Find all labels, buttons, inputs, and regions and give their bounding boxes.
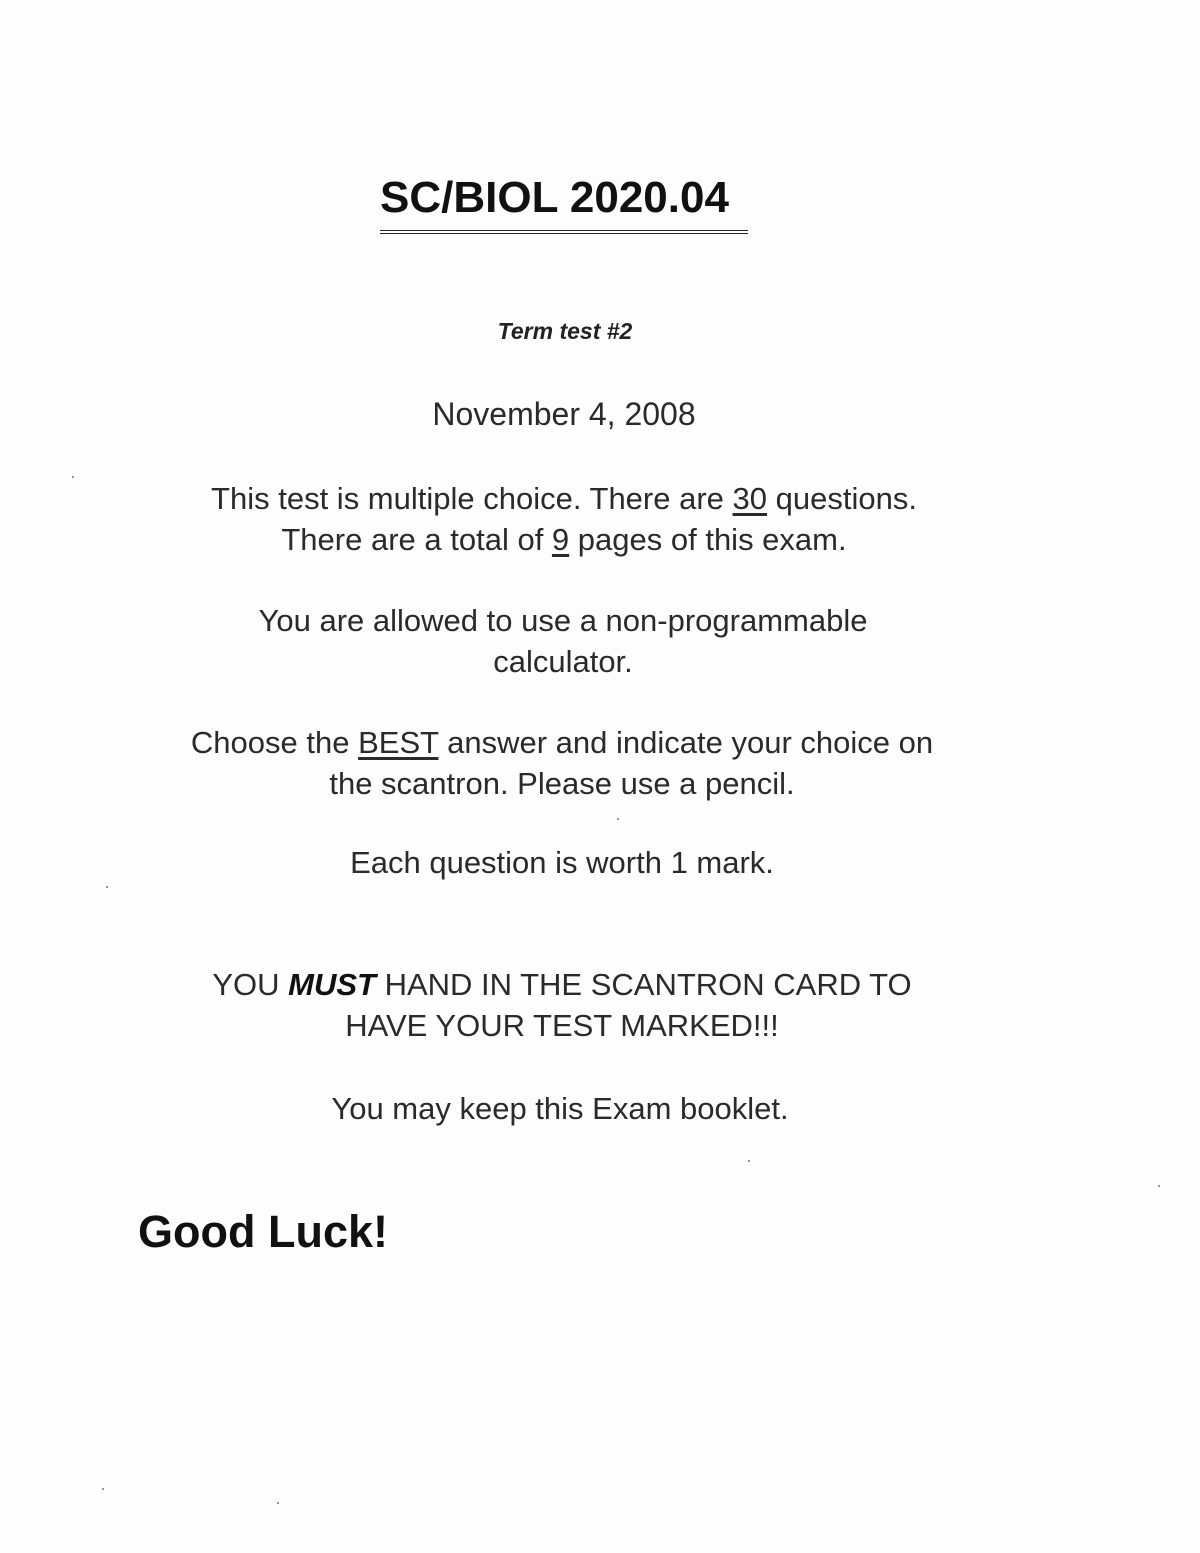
good-luck-closing: Good Luck! [138,1206,388,1257]
must-emphasis: MUST [288,967,376,1002]
answer-instructions-line-1: Choose the BEST answer and indicate your choice on [190,725,934,760]
question-count-value: 30 [732,481,768,516]
booklet-line: You may keep this Exam booklet. [331,1091,789,1126]
calculator-paragraph [0,600,1126,682]
mark-value-line: Each question is worth 1 mark. [350,845,774,880]
course-title: SC/BIOL 2020.04 [380,172,748,234]
calculator-line-2: calculator. [493,644,633,679]
scan-speck [72,476,74,478]
scan-speck [277,1502,279,1504]
answer-instructions-paragraph [0,722,1124,804]
page-count-value: 9 [551,522,570,557]
scan-speck [102,1488,104,1490]
scan-speck [106,886,108,888]
best-emphasis: BEST [358,725,439,760]
calculator-line-1: You are allowed to use a non-programmable [258,603,868,638]
test-name: Term test #2 [497,318,633,344]
exam-date: November 4, 2008 [432,396,696,432]
scantron-warning-line-1: YOU MUST HAND IN THE SCANTRON CARD TO [212,967,912,1002]
question-count-paragraph [0,478,1128,560]
answer-instructions-line-2: the scantron. Please use a pencil. [329,766,795,801]
booklet-paragraph [0,1088,1120,1129]
question-count-line: This test is multiple choice. There are 30 questions. [211,481,917,516]
mark-value-paragraph [0,842,1124,883]
scan-speck [748,1160,750,1162]
scantron-warning-line-2: HAVE YOUR TEST MARKED!!! [345,1008,779,1043]
page-count-line: There are a total of 9 pages of this exam. [281,522,847,557]
scan-speck [1158,1185,1160,1187]
scan-speck [617,818,619,820]
scantron-warning-paragraph [0,964,1124,1046]
